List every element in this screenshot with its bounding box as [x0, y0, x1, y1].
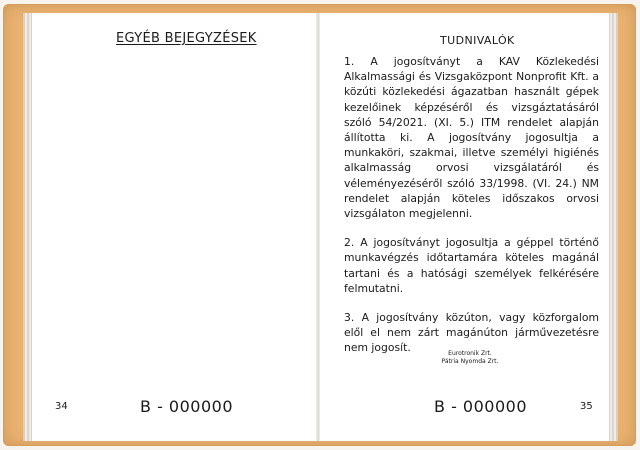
notes-paragraph-3: 3. A jogosítvány közúton, vagy közforgalom elől el nem zárt magánúton járművezetésre nem jogosít. [344, 311, 599, 355]
left-page-number: 34 [55, 401, 68, 412]
notes-paragraph-2: 2. A jogosítványt jogosultja a géppel történő munkavégzés időtartamára köteles magánál tartani és a hatósági személyek felkérésére felmutatni. [344, 236, 599, 295]
printer-line-2: Pátria Nyomda Zrt. [441, 358, 499, 365]
notes-body [344, 54, 599, 370]
right-page-number: 35 [580, 401, 593, 412]
left-serial-number: B - 000000 [140, 397, 233, 416]
book-gutter [316, 13, 320, 441]
left-page [32, 13, 319, 441]
notes-paragraph-1: 1. A jogosítványt a KAV Közlekedési Alkalmassági és Vizsgaközpont Nonprofit Kft. a közúti közlekedési ágazatban használt gépek kezelőinek képzéséről és vizsgáztatásáról szóló 54/2021. (XI. 5.) ITM rendelet alapján állította ki. A jogosítvány jogosultja a munkaköri, szakmai, illetve személyi higiénés alkalmasság orvosi vizsgálatáról és véleményezéséről szóló 33/1998. (VI. 24.) NM rendelet alapján köteles időszakos orvosi vizsgálaton megjelenni. [344, 55, 599, 221]
printer-line-1: Eurotronik Zrt. [448, 350, 492, 357]
printer-imprint [432, 350, 508, 366]
other-entries-heading: EGYÉB BEJEGYZÉSEK [116, 31, 257, 46]
right-serial-number: B - 000000 [434, 397, 527, 416]
notes-heading: TUDNIVALÓK [440, 34, 515, 47]
